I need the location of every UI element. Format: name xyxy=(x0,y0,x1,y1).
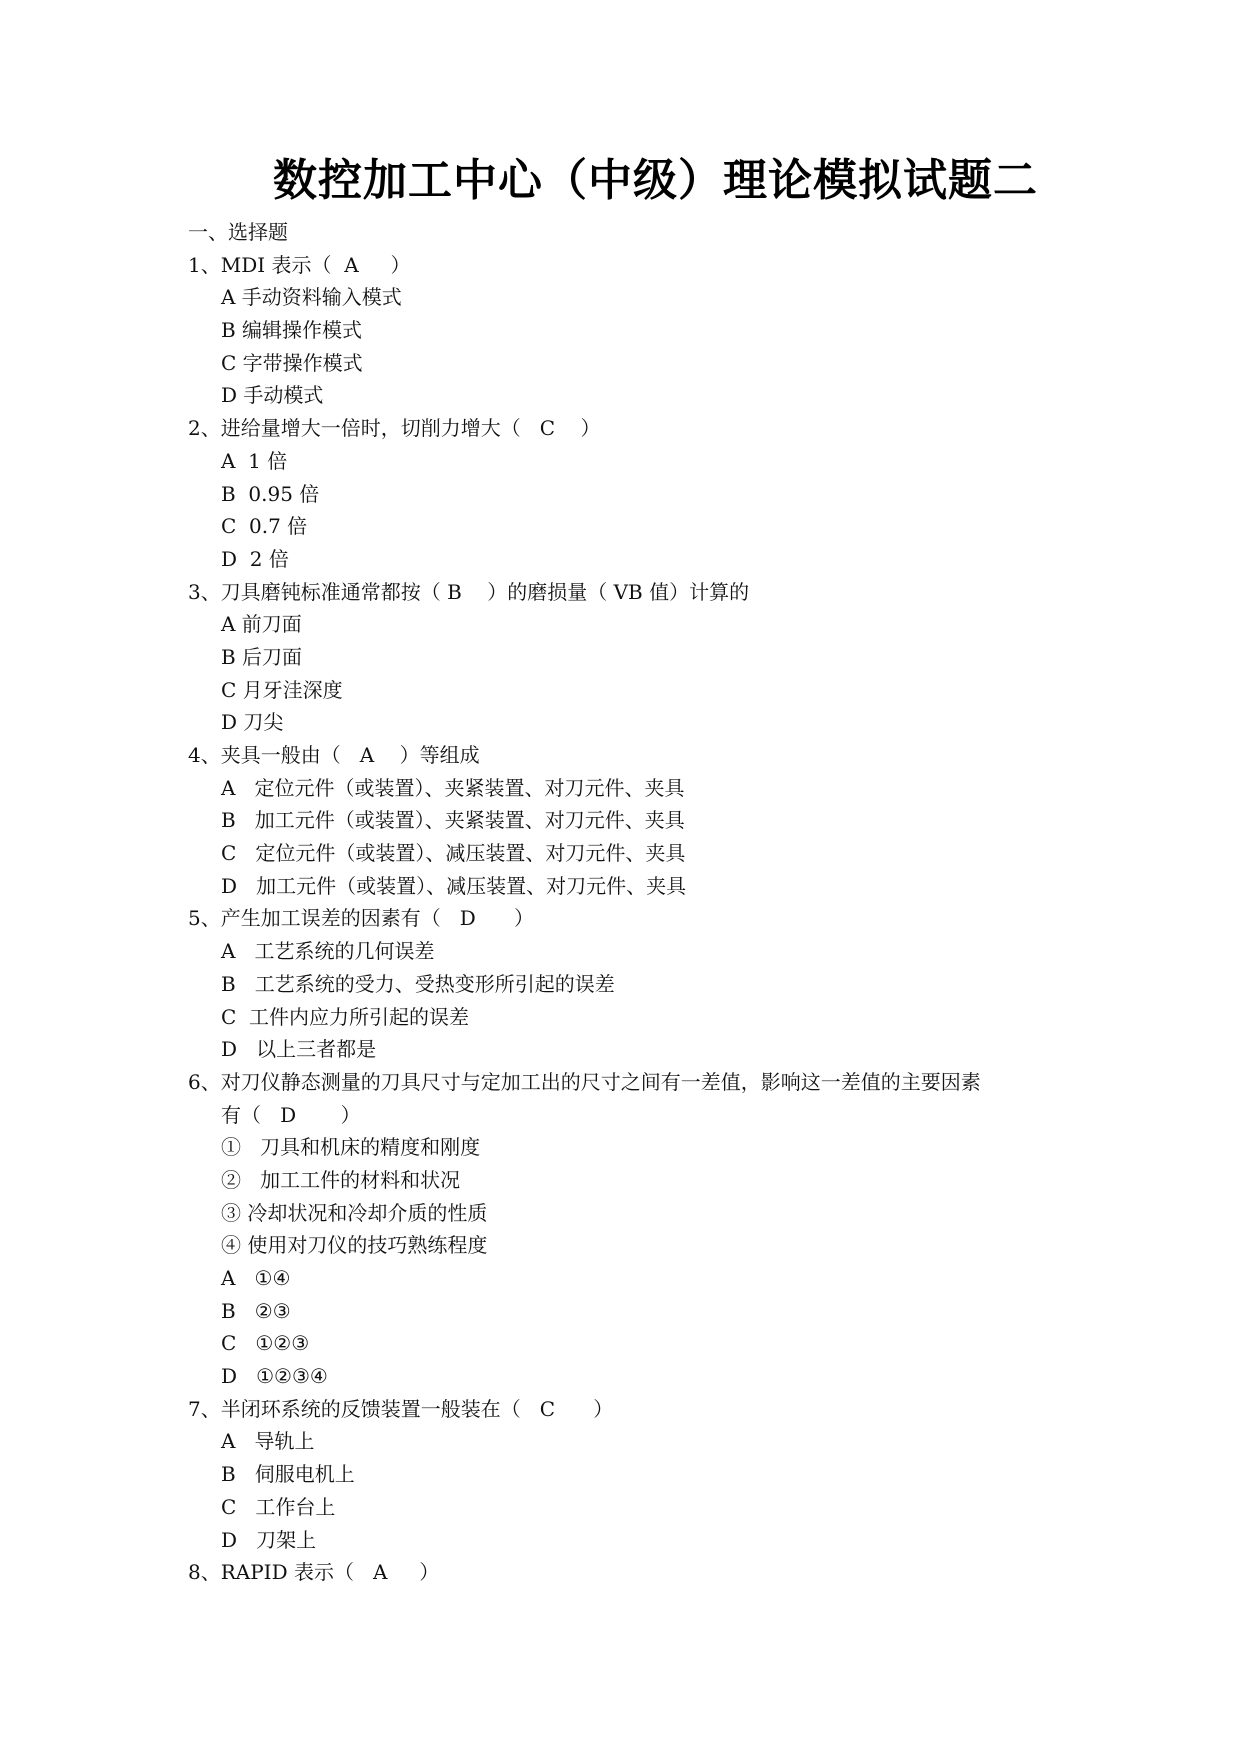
question-6-continuation: 有（ D ） xyxy=(221,1102,361,1127)
question-1-option-b: B 编辑操作模式 xyxy=(221,318,363,343)
question-3-option-b: B 后刀面 xyxy=(221,644,303,669)
question-6-option-c: C ①②③ xyxy=(221,1331,310,1356)
question-7-option-c: C 工作台上 xyxy=(221,1494,336,1519)
question-8: 8、RAPID 表示（ A ） xyxy=(188,1560,440,1585)
question-5-option-a: A 工艺系统的几何误差 xyxy=(221,939,435,964)
question-7-option-a: A 导轨上 xyxy=(221,1429,315,1454)
question-4-option-d: D 加工元件（或装置）、减压装置、对刀元件、夹具 xyxy=(221,873,687,898)
question-7-option-d: D 刀架上 xyxy=(221,1527,317,1552)
question-2: 2、进给量增大一倍时，切削力增大（ C ） xyxy=(188,416,601,441)
question-5-option-b: B 工艺系统的受力、受热变形所引起的误差 xyxy=(221,971,615,996)
question-7: 7、半闭环系统的反馈装置一般装在（ C ） xyxy=(188,1396,614,1421)
question-2-option-a: A 1 倍 xyxy=(221,448,288,473)
question-6-factor-1: ① 刀具和机床的精度和刚度 xyxy=(221,1135,481,1160)
question-4-option-a: A 定位元件（或装置）、夹紧装置、对刀元件、夹具 xyxy=(221,775,685,800)
question-1: 1、MDI 表示（ A ） xyxy=(188,252,411,277)
question-2-option-d: D 2 倍 xyxy=(221,546,289,571)
question-6-option-b: B ②③ xyxy=(221,1298,291,1323)
question-2-option-c: C 0.7 倍 xyxy=(221,514,308,539)
question-1-option-d: D 手动模式 xyxy=(221,383,324,408)
question-5: 5、产生加工误差的因素有（ D ） xyxy=(188,906,534,931)
question-6-option-a: A ①④ xyxy=(221,1266,291,1290)
question-4-option-b: B 加工元件（或装置）、夹紧装置、对刀元件、夹具 xyxy=(221,808,685,833)
question-1-option-c: C 字带操作模式 xyxy=(221,350,363,375)
question-6-option-d: D ①②③④ xyxy=(221,1364,328,1389)
question-7-option-b: B 伺服电机上 xyxy=(221,1462,355,1487)
question-list xyxy=(188,216,1068,1589)
section-heading: 一、选择题 xyxy=(188,220,288,244)
question-4: 4、夹具一般由（ A ）等组成 xyxy=(188,743,480,767)
question-6-factor-2: ② 加工工件的材料和状况 xyxy=(221,1167,461,1192)
question-2-option-b: B 0.95 倍 xyxy=(221,481,320,506)
question-6-factor-4: ④ 使用对刀仪的技巧熟练程度 xyxy=(221,1233,488,1258)
question-3-option-c: C 月牙洼深度 xyxy=(221,677,343,702)
question-3-option-a: A 前刀面 xyxy=(221,612,302,637)
question-5-option-d: D 以上三者都是 xyxy=(221,1037,377,1062)
question-1-option-a: A 手动资料输入模式 xyxy=(221,285,402,310)
question-3: 3、刀具磨钝标准通常都按（ B ）的磨损量（ VB 值）计算的 xyxy=(188,579,750,604)
question-3-option-d: D 刀尖 xyxy=(221,710,284,735)
page-title: 数控加工中心（中级）理论模拟试题二 xyxy=(273,155,1038,206)
question-4-option-c: C 定位元件（或装置）、减压装置、对刀元件、夹具 xyxy=(221,841,686,866)
question-5-option-c: C 工件内应力所引起的误差 xyxy=(221,1004,470,1029)
question-6: 6、对刀仪静态测量的刀具尺寸与定加工出的尺寸之间有一差值，影响这一差值的主要因素 xyxy=(188,1069,981,1094)
question-6-factor-3: ③ 冷却状况和冷却介质的性质 xyxy=(221,1200,488,1225)
